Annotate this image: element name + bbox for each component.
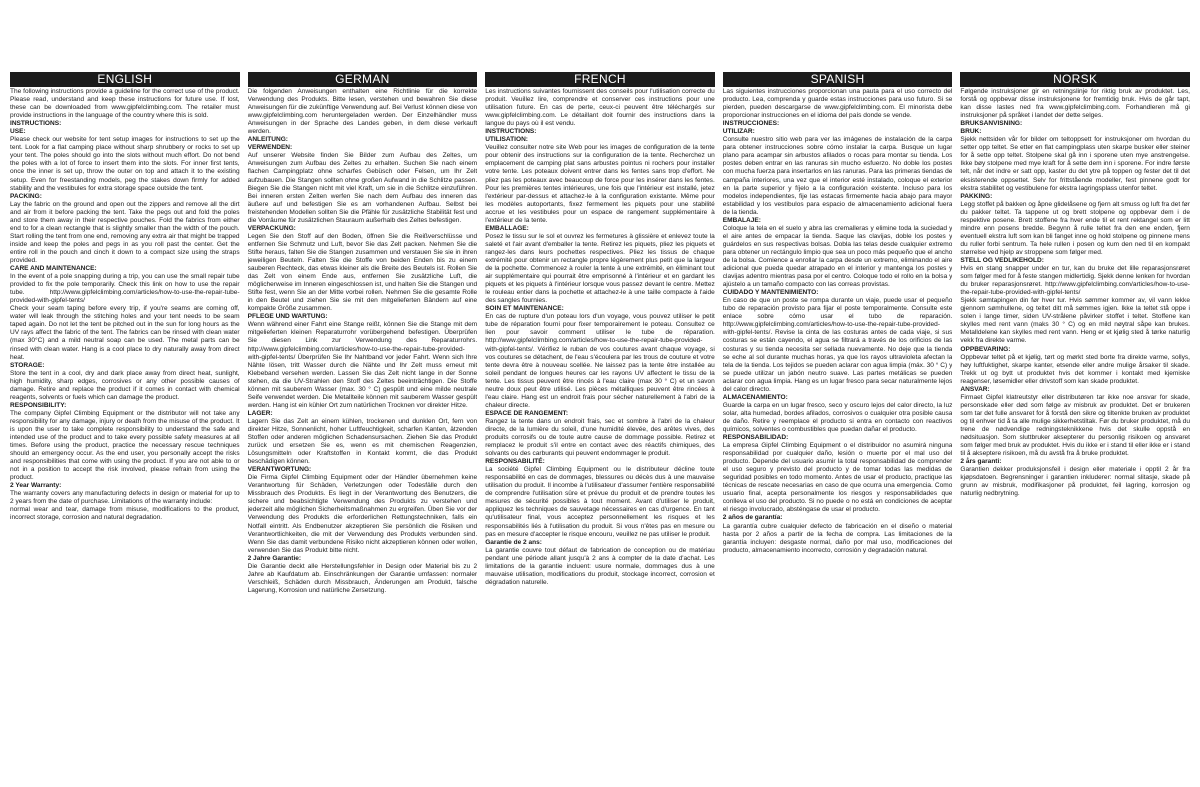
section-heading: 2 Jahre Garantie:: [247, 554, 302, 562]
column-body: [248, 88, 478, 780]
paragraph: Hvis en stang snapper under en tur, kan du bruke det lille reparasjonsrøret som følger med for å feste stangen midlertidig. Sjekk denne lenken for hvordan du bruker reparasjonsrøret. http://www.gipfelclimbing.com/articles/how-to-use-the-repair-tube-provided-with-gipfel-tents/: [960, 265, 1190, 297]
section-heading: Garantie de 2 ans:: [485, 538, 542, 546]
paragraph: Las siguientes instrucciones proporcionan una pauta para el uso correcto del producto. Lea, comprenda y guarde estas instrucciones para uso futuro. Si se pierden, pueden descargarse de www.gipfelclimbing.com. El minorista debe proporcionar instrucciones en el idioma del país donde se vende.: [722, 88, 953, 120]
section-heading: LAGER:: [247, 409, 273, 417]
paragraph: Les instructions suivantes fournissent des conseils pour l'utilisation correcte du produit. Veuillez lire, comprendre et conserver ces instructions pour une utilisation future. En cas de perte, ceux-ci peuvent être téléchargés sur www.gipfelclimbing.com. Le détaillant doit fournir des instructions dans la langue du pays où il est vendu.: [485, 88, 715, 128]
paragraph: Følgende instruksjoner gir en retningslinje for riktig bruk av produktet. Les, forstå og oppbevar disse instruksjonene for fremtidig bruk. Hvis de går tapt, kan disse lastes ned fra www.gipfelclimbing.com. Forhandleren må gi instruksjoner på språket i landet der dette selges.: [960, 88, 1190, 120]
paragraph: Store the tent in a cool, dry and dark place away from direct heat, sunlight, high humidity, sharp edges, corrosives or any other possible causes of damage. Retire and replace the product if it comes in contact with chemical reagents, solvents or fuels which can damage the product.: [10, 369, 240, 401]
paragraph: Posez le tissu sur le sol et ouvrez les fermetures à glissière et enlevez toute la saleté et l'air avant d'emballer la tente. Retirez les piquets, pliez les piquets et rangez-les dans leurs pochettes respectives. Pliez les tissus de chaque extrémité pour obtenir un rectangle propre légèrement plus petit que la largeur de la pochette. Commencez à rouler la tente à une extrémité, en éliminant tout air supplémentaire qui pourrait être emprisonné à l'intérieur et en gardant les piquets et les piquets à l'intérieur lorsque vous passez devant le centre. Mettez le rouleau entier dans la pochette et attachez-le à une taille compacte à l'aide des sangles fournies.: [485, 232, 715, 305]
section-heading: 2 Year Warranty:: [10, 482, 62, 490]
paragraph: Die folgenden Anweisungen enthalten eine Richtlinie für die korrekte Verwendung des Produkts. Bitte lesen, verstehen und bewahren Sie diese Anweisungen für die zukünftige Verwendung auf. Bei Verlust können diese von www.gipfelclimbing.com heruntergeladen werden. Der Einzelhändler muss Anweisungen in der Sprache des Landes geben, in dem diese verkauft werden.: [247, 88, 478, 136]
paragraph: Sjekk nettsiden vår for bilder om teltoppsett for instruksjoner om hvordan du setter opp teltet. Se etter en flat campingplass uten skarpe busker eller steiner for å sette opp teltet. Stolpene skal gå inn i sporene uten mye anstrengelse. Ikke bøy stolpene med mye kraft for å sette dem inn i sporene. For indre første telt, når det indre er satt opp, kaster du det ytre på toppen og fester det til det eksisterende oppsettet. Selv for frittstående modeller, fest pinnene godt for ekstra stabilitet og vestibulene for ekstra lagringsplass utenfor teltet.: [960, 136, 1190, 192]
section-heading: ESPACE DE RANGEMENT:: [485, 409, 569, 417]
paragraph: Auf unserer Website finden Sie Bilder zum Aufbau des Zeltes, um Anweisungen zum Aufbau des Zeltes zu erhalten. Suchen Sie nach einem flachen Campingplatz ohne scharfes Gebüsch oder Felsen, um Ihr Zelt aufzubauen. Die Stangen sollten ohne großen Aufwand in die Schlitze passen. Biegen Sie die Stangen nicht mit viel Kraft, um sie in die Schlitze einzuführen. Bei inneren ersten Zelten werfen Sie nach dem Aufbau des inneren das äußere auf und befestigen Sie es am vorhandenen Aufbau. Selbst bei freistehenden Modellen sollten Sie die Pfähle für zusätzliche Stabilität fest und die Vorräume für zusätzlichen Stauraum außerhalb des Zeltes befestigen.: [247, 152, 478, 224]
section-heading: ANLEITUNG:: [247, 136, 288, 144]
column-body: [723, 88, 953, 780]
section-heading: STELL OG VEDLIKEHOLD:: [960, 256, 1044, 264]
paragraph: The company Gipfel Climbing Equipment or the distributor will not take any responsibility for any damage, injury or death from the misuse of the product. It is upon the user to take complete responsibility to understand the safe and intended use of the product and to take every possible safety measures at all times. Before using the product, practice the necessary rescue techniques should an emergency occur. As the end user, you personally accept the risks and responsibilities that come with using the product. If you are not able to or not in a position to accept the risk involved, please refrain from using the product.: [10, 409, 240, 482]
section-heading: BRUK:: [960, 128, 982, 136]
paragraph: Die Firma Gipfel Climbing Equipment oder der Händler übernehmen keine Verantwortung für Schäden, Verletzungen oder Todesfälle durch den Missbrauch des Produkts. Es liegt in der Verantwortung des Benutzers, die sichere und beabsichtigte Verwendung des Produkts zu verstehen und jederzeit alle möglichen Sicherheitsmaßnahmen zu ergreifen. Üben Sie vor der Verwendung des Produkts die erforderlichen Rettungstechniken, falls ein Notfall eintritt. Als Endbenutzer akzeptieren Sie persönlich die Risiken und Verantwortlichkeiten, die mit der Verwendung des Produkts verbunden sind. Wenn Sie das damit verbundene Risiko nicht akzeptieren können oder wollen, verwenden Sie das Produkt bitte nicht.: [247, 474, 478, 554]
column-heading: NORSK: [960, 72, 1190, 87]
section-heading: INSTRUCTIONS:: [485, 128, 537, 136]
column-heading: ENGLISH: [10, 72, 240, 87]
column-english: [10, 72, 240, 780]
paragraph: Lay the fabric on the ground and open out the zippers and remove all the dirt and air from it before packing the tent. Take the pegs out and fold the poles and store them away in their respective pouches. Fold the fabrics from either end to for a clean rectangle that is slightly smaller than the width of the pouch. Start rolling the tent from one end, removing any extra air that might be trapped inside and keep the poles and pegs in as you roll past the center. Get the entire roll in the pouch and cinch it down to a compact size using the straps provided.: [10, 200, 240, 264]
section-heading: INSTRUCTIONS:: [10, 120, 62, 128]
section-heading: VERWENDEN:: [247, 144, 293, 152]
section-heading: CARE AND MAINTENANCE:: [10, 265, 97, 273]
section-heading: UTILIZAR:: [722, 128, 755, 136]
paragraph: Rangez la tente dans un endroit frais, sec et sombre à l'abri de la chaleur directe, de la lumière du soleil, d'une humidité élevée, des arêtes vives, des produits corrosifs ou de toute autre cause de dommage possible. Retirez et remplacez le produit s'il entre en contact avec des réactifs chimiques, des solvants ou des carburants qui peuvent endommager le produit.: [485, 417, 715, 458]
paragraph: Firmaet Gipfel klatreutstyr eller distributøren tar ikke noe ansvar for skade, personskade eller død som følge av misbruk av produktet. Det er brukeren som tar det fulle ansvaret for å forstå den sikre og tiltenkte bruken av produktet og til enhver tid å ta alle mulige sikkerhetstiltak. Før du bruker produktet, må du trene de nødvendige redningsteknikkene hvis det skulle oppstå en nødsituasjon. Som sluttbruker aksepterer du personlig risikoen og ansvaret som følger med bruk av produktet. Hvis du ikke er i stand til eller ikke er i stand til å akseptere risikoen, må du avstå fra å bruke produktet.: [960, 393, 1190, 458]
section-heading: INSTRUCCIONES:: [722, 120, 780, 128]
section-heading: 2 års garanti:: [960, 458, 1002, 466]
column-heading: SPANISH: [723, 72, 953, 87]
section-heading: VERANTWORTUNG:: [247, 466, 312, 474]
paragraph: La garantie couvre tout défaut de fabrication de conception ou de matériau pendant une période allant jusqu'à 2 ans à compter de la date d'achat. Les limitations de la garantie incluent: usure normale, dommages dus à une mauvaise utilisation, modifications du produit, stockage incorrect, corrosion et dégradation naturelle.: [485, 546, 715, 586]
section-heading: UTILISATION:: [485, 136, 528, 144]
paragraph: Veuillez consulter notre site Web pour les images de configuration de la tente pour obtenir des instructions sur la configuration de la tente. Recherchez un emplacement de camping plat sans arbustes pointus ni rochers pour installer votre tente. Les poteaux doivent entrer dans les fentes sans trop d'effort. Ne pliez pas les poteaux avec beaucoup de force pour les insérer dans les fentes. Pour les premières tentes intérieures, une fois que l'intérieur est installé, jetez l'extérieur par-dessus et attachez-le à la configuration existante. Même pour les modèles autoportants, fixez fermement les piquets pour une stabilité accrue et les vestibules pour un espace de rangement supplémentaire à l'extérieur de la tente.: [485, 144, 715, 224]
section-heading: PAKKING:: [960, 192, 993, 200]
paragraph: Lagern Sie das Zelt an einem kühlen, trockenen und dunklen Ort, fern von direkter Hitze, Sonnenlicht, hoher Luftfeuchtigkeit, scharfen Kanten, ätzenden Stoffen oder anderen möglichen Schadensursachen. Ziehen Sie das Produkt zurück und ersetzen Sie es, wenn es mit chemischen Reagenzien, Lösungsmitteln oder Kraftstoffen in Kontakt kommt, die das Produkt beschädigen können.: [247, 417, 478, 466]
paragraph: Oppbevar teltet på et kjølig, tørt og mørkt sted borte fra direkte varme, sollys, høy luftfuktighet, skarpe kanter, etsende eller andre mulige årsaker til skade. Trekk ut og bytt ut produktet hvis det kommer i kontakt med kjemiske reagenser, løsemidler eller drivstoff som kan skade produktet.: [960, 353, 1190, 385]
paragraph: En caso de que un poste se rompa durante un viaje, puede usar el pequeño tubo de reparación provisto para fijar el poste temporalmente. Consulte este enlace sobre cómo usar el tubo de reparación. http://www.gipfelclimbing.com/articles/how-to-use-the-repair-tube-provided-with-gipfel-tents/. Revise la cinta de las costuras antes de cada viaje, si sus costuras se están cayendo, el agua se filtrará a través de los orificios de las costuras y su tienda necesita ser sellada nuevamente. No deje que la tienda se eche al sol durante muchas horas, ya que los rayos ultravioleta afectan la tela de la tienda. Los tejidos se pueden aclarar con agua limpia (máx. 30 ° C) y se puede utilizar un jabón neutro suave. Las partes metálicas se pueden aclarar con agua limpia. Hang es un lugar fresco para secar naturalmente lejos del calor directo.: [722, 297, 953, 393]
column-spanish: [723, 72, 953, 780]
section-heading: EMBALLAGE:: [485, 224, 529, 232]
paragraph: The warranty covers any manufacturing defects in design or material for up to 2 years from the date of purchase. Limitations of the warranty include:: [10, 490, 240, 506]
section-heading: RESPONSIBILITY:: [10, 401, 67, 409]
section-heading: USE:: [10, 128, 26, 136]
section-heading: 2 años de garantía:: [722, 514, 783, 522]
column-german: [248, 72, 478, 780]
paragraph: The following instructions provide a guideline for the correct use of the product. Please read, understand and keep these instructions for future use. If lost, these can be downloaded from www.gipfelclimbing.com. The retailer must provide instructions in the language of the country where this is sold.: [10, 88, 240, 120]
paragraph: En cas de rupture d'un poteau lors d'un voyage, vous pouvez utiliser le petit tube de réparation fourni pour fixer temporairement le poteau. Consultez ce lien pour savoir comment utiliser le tube de réparation. http://www.gipfelclimbing.com/articles/how-to-use-the-repair-tube-provided-with-gipfel-tents/. Vérifiez le ruban de vos coutures avant chaque voyage, si vos coutures se détachent, de l'eau s'écoulera par les trous de couture et votre tente devra être à nouveau scellée. Ne laissez pas la tente être installée au soleil pendant de longues heures car les rayons UV affectent le tissu de la tente. Les tissus peuvent être rincés à l'eau claire (max 30 ° C) et un savon neutre doux peut être utilisé. Les pièces métalliques peuvent être rincées à l'eau claire. Hang est un endroit frais pour sécher naturellement à l'abri de la chaleur directe.: [485, 313, 715, 409]
paragraph: normal wear and tear, damage from misuse, modifications to the product, incorrect storage, corrosion and natural degradation.: [10, 506, 240, 522]
column-heading: FRENCH: [485, 72, 715, 87]
section-heading: ALMACENAMIENTO:: [722, 393, 788, 401]
paragraph: Consulte nuestro sitio web para ver las imágenes de instalación de la carpa para obtener instrucciones sobre cómo instalar la carpa. Busque un lugar plano para acampar sin arbustos afilados o rocas para montar su tienda. Los postes deben entrar en las ranuras sin mucho esfuerzo. No doble los postes con mucha fuerza para insertarlos en las ranuras. Para las primeras tiendas de campaña interiores, una vez que el interior esté instalado, coloque el exterior en la parte superior y fíjelo a la configuración existente. Incluso para los modelos independientes, fije las estacas firmemente hacia abajo para mayor estabilidad y los vestíbulos para espacio de almacenamiento adicional fuera de la tienda.: [722, 136, 953, 216]
paragraph: Coloque la tela en el suelo y abra las cremalleras y elimine toda la suciedad y el aire antes de empacar la tienda. Saque las clavijas, doble los postes y guárdelos en sus respectivas bolsas. Dobla las telas desde cualquier extremo para obtener un rectángulo limpio que sea un poco más pequeño que el ancho de la bolsa. Comience a enrollar la carpa desde un extremo, eliminando el aire adicional que pueda quedar atrapado en el interior y mantenga los postes y clavijas adentro mientras pasa por el centro. Coloque todo el rollo en la bolsa y ajústelo a un tamaño compacto con las correas provistas.: [722, 224, 953, 289]
section-heading: PFLEGE UND WARTUNG:: [247, 313, 328, 321]
section-heading: EMBALAJE:: [722, 216, 761, 224]
section-heading: BRUKSANVISNING:: [960, 120, 1023, 128]
paragraph: Die Garantie deckt alle Herstellungsfehler in Design oder Material bis zu 2 Jahre ab Kaufdatum ab. Einschränkungen der Garantie umfassen: normaler Verschleiß, Schäden durch Missbrauch, Änderungen am Produkt, falsche Lagerung, Korrosion und natürliche Zersetzung.: [247, 562, 478, 594]
column-body: [485, 88, 715, 780]
section-heading: CUIDADO Y MANTENIMIENTO:: [722, 289, 819, 297]
paragraph: La empresa Gipfel Climbing Equipment o el distribuidor no asumirá ninguna responsabilidad por cualquier daño, lesión o muerte por el mal uso del producto. Depende del usuario asumir la total responsabilidad de comprender el uso seguro y previsto del producto y de tomar todas las medidas de seguridad posibles en todo momento. Antes de usar el producto, practique las técnicas de rescate necesarias en caso de que ocurra una emergencia. Como usuario final, acepta personalmente los riesgos y responsabilidades que conlleva el uso del producto. Si no puede o no está en condiciones de aceptar el riesgo involucrado, absténgase de usar el producto.: [722, 442, 953, 514]
paragraph: Legg stoffet på bakken og åpne glidelåsene og fjern alt smuss og luft fra det før du pakker teltet. Ta tappene ut og brett stolpene og oppbevar dem i de respektive posene. Brett stoffene fra hver ende til et rent rektangel som er litt mindre enn posens bredde. Begynn å rulle teltet fra den ene enden, fjern eventuell ekstra luft som kan bli fanget inne og hold stolpene og pinnene mens du ruller forbi sentrum. Ta hele rullen i posen og kum den ned til en kompakt størrelse ved hjelp av stroppene som følger med.: [960, 200, 1190, 256]
paragraph: La société Gipfel Climbing Equipment ou le distributeur décline toute responsabilité en cas de dommages, blessures ou décès dus à une mauvaise utilisation du produit. Il incombe à l'utilisateur d'assumer l'entière responsabilité de comprendre l'utilisation sûre et prévue du produit et de prendre toutes les mesures de sécurité possibles à tout moment. Avant d'utiliser le produit, appliquez les techniques de sauvetage nécessaires en cas d'urgence. En tant qu'utilisateur final, vous acceptez personnellement les risques et les responsabilités liés à l'utilisation du produit. Si vous n'êtes pas en mesure ou pas en mesure d'accepter le risque encouru, veuillez ne pas utiliser le produit.: [485, 466, 715, 538]
instruction-sheet: [10, 72, 1190, 780]
section-heading: SOIN ET MAINTENANCE:: [485, 305, 564, 313]
paragraph: In the event of a pole snapping during a trip, you can use the small repair tube provided to fix the pole temporarily. Check this link on how to use the repair tube. http://www.gipfelclimbing.com/articles/how-to-use-the-repair-tube-provided-with-gipfel-tents/: [10, 273, 240, 305]
section-heading: OPPBEVARING:: [960, 345, 1011, 353]
paragraph: Legen Sie den Stoff auf den Boden, öffnen Sie die Reißverschlüsse und entfernen Sie Schmutz und Luft, bevor Sie das Zelt packen. Nehmen Sie die Stifte heraus, falten Sie die Stangen zusammen und verstauen Sie sie in ihren jeweiligen Beuteln. Falten Sie die Stoffe von beiden Enden bis zu einem sauberen Rechteck, das etwas kleiner als die Breite des Beutels ist. Rollen Sie das Zelt von einem Ende aus, entfernen Sie zusätzliche Luft, die möglicherweise im Inneren eingeschlossen ist, und halten Sie die Stangen und Stifte fest, wenn Sie an der Mitte vorbei rollen. Nehmen Sie die gesamte Rolle in den Beutel und ziehen Sie sie mit den mitgelieferten Bändern auf eine kompakte Größe zusammen.: [247, 232, 478, 313]
section-heading: RESPONSABILITÉ:: [485, 458, 545, 466]
column-norsk: [960, 72, 1190, 780]
paragraph: Check your seam taping before every trip, if you're seams are coming off, water will leak through the stitching holes and your tent needs to be seam taped again. Do not let the tent be pitched out in the sun for long hours as the UV rays affect the fabric of the tent. The fabrics can be rinsed with clean water (max 30°C) and a mild neutral soap can be used. The metal parts can be rinsed with clean water. Hang is a cool place to dry naturally away from direct heat.: [10, 305, 240, 361]
column-french: [485, 72, 715, 780]
section-heading: ANSVAR:: [960, 385, 990, 393]
section-heading: RESPONSABILIDAD:: [722, 434, 789, 442]
column-heading: GERMAN: [248, 72, 478, 87]
paragraph: Please check our website for tent setup images for instructions to set up the tent. Look for a flat camping place without sharp shrubbery or rocks to set up your tent. The poles should go into the slots without much effort. Do not bend the poles with a lot of force to insert them into the slots. For inner first tents, once the inner is set up, throw the outer on top and attach it to the existing setup. Even for freestanding models, peg the stakes down firmly for added stability and the vestibules for extra storage space outside the tent.: [10, 136, 240, 192]
paragraph: Sjekk sømtapingen din før hver tur. Hvis sømmer kommer av, vil vann lekke gjennom sømhullene, og teltet ditt må sømmes igjen. Ikke la teltet stå oppe i solen i lange timer, siden UV-strålene påvirker stoffet i teltet. Stoffene kan skylles med rent vann (maks 30 ° C) og en mild nøytral såpe kan brukes. Metalldelene kan skylles med rent vann. Heng er et kjølig sted å tørke naturlig vekk fra direkte varme.: [960, 297, 1190, 345]
paragraph: Wenn während einer Fahrt eine Stange reißt, können Sie die Stange mit dem mitgelieferten kleinen Reparaturrohr vorübergehend befestigen. Überprüfen Sie diesen Link zur Verwendung des Reparaturrohrs. http://www.gipfelclimbing.com/articles/how-to-use-the-repair-tube-provided-with-gipfel-tents/ Überprüfen Sie Ihr Nahtband vor jeder Fahrt. Wenn sich Ihre Nähte lösen, tritt Wasser durch die Nähte und Ihr Zelt muss erneut mit Klebeband versehen werden. Lassen Sie das Zelt nicht lange in der Sonne stehen, da die UV-Strahlen den Stoff des Zeltes beeinträchtigen. Die Stoffe können mit sauberem Wasser (max. 30 ° C) gespült und eine milde neutrale Seife verwendet werden. Die Metallteile können mit sauberem Wasser gespült werden. Hang ist ein kühler Ort zum natürlichen Trocknen vor direkter Hitze.: [247, 321, 478, 409]
section-heading: PACKING:: [10, 192, 42, 200]
paragraph: Garantien dekker produksjonsfeil i design eller materiale i opptil 2 år fra kjøpsdatoen. Begrensninger i garantien inkluderer: normal slitasje, skade på grunn av misbruk, modifikasjoner på produktet, feil lagring, korrosjon og naturlig nedbrytning.: [960, 466, 1190, 498]
section-heading: VERPACKUNG:: [247, 224, 296, 232]
paragraph: La garantía cubre cualquier defecto de fabricación en el diseño o material hasta por 2 años a partir de la fecha de compra. Las limitaciones de la garantía incluyen: desgaste normal, daño por mal uso, modificaciones del producto, almacenamiento incorrecto, corrosión y degradación natural.: [722, 522, 953, 554]
column-body: [10, 88, 240, 780]
column-body: [960, 88, 1190, 780]
section-heading: STORAGE:: [10, 361, 45, 369]
paragraph: Guarde la carpa en un lugar fresco, seco y oscuro lejos del calor directo, la luz solar, alta humedad, bordes afilados, corrosivos o cualquier otra posible causa de daño. Retire y reemplace el producto si entra en contacto con reactivos químicos, solventes o combustibles que puedan dañar el producto.: [722, 401, 953, 433]
